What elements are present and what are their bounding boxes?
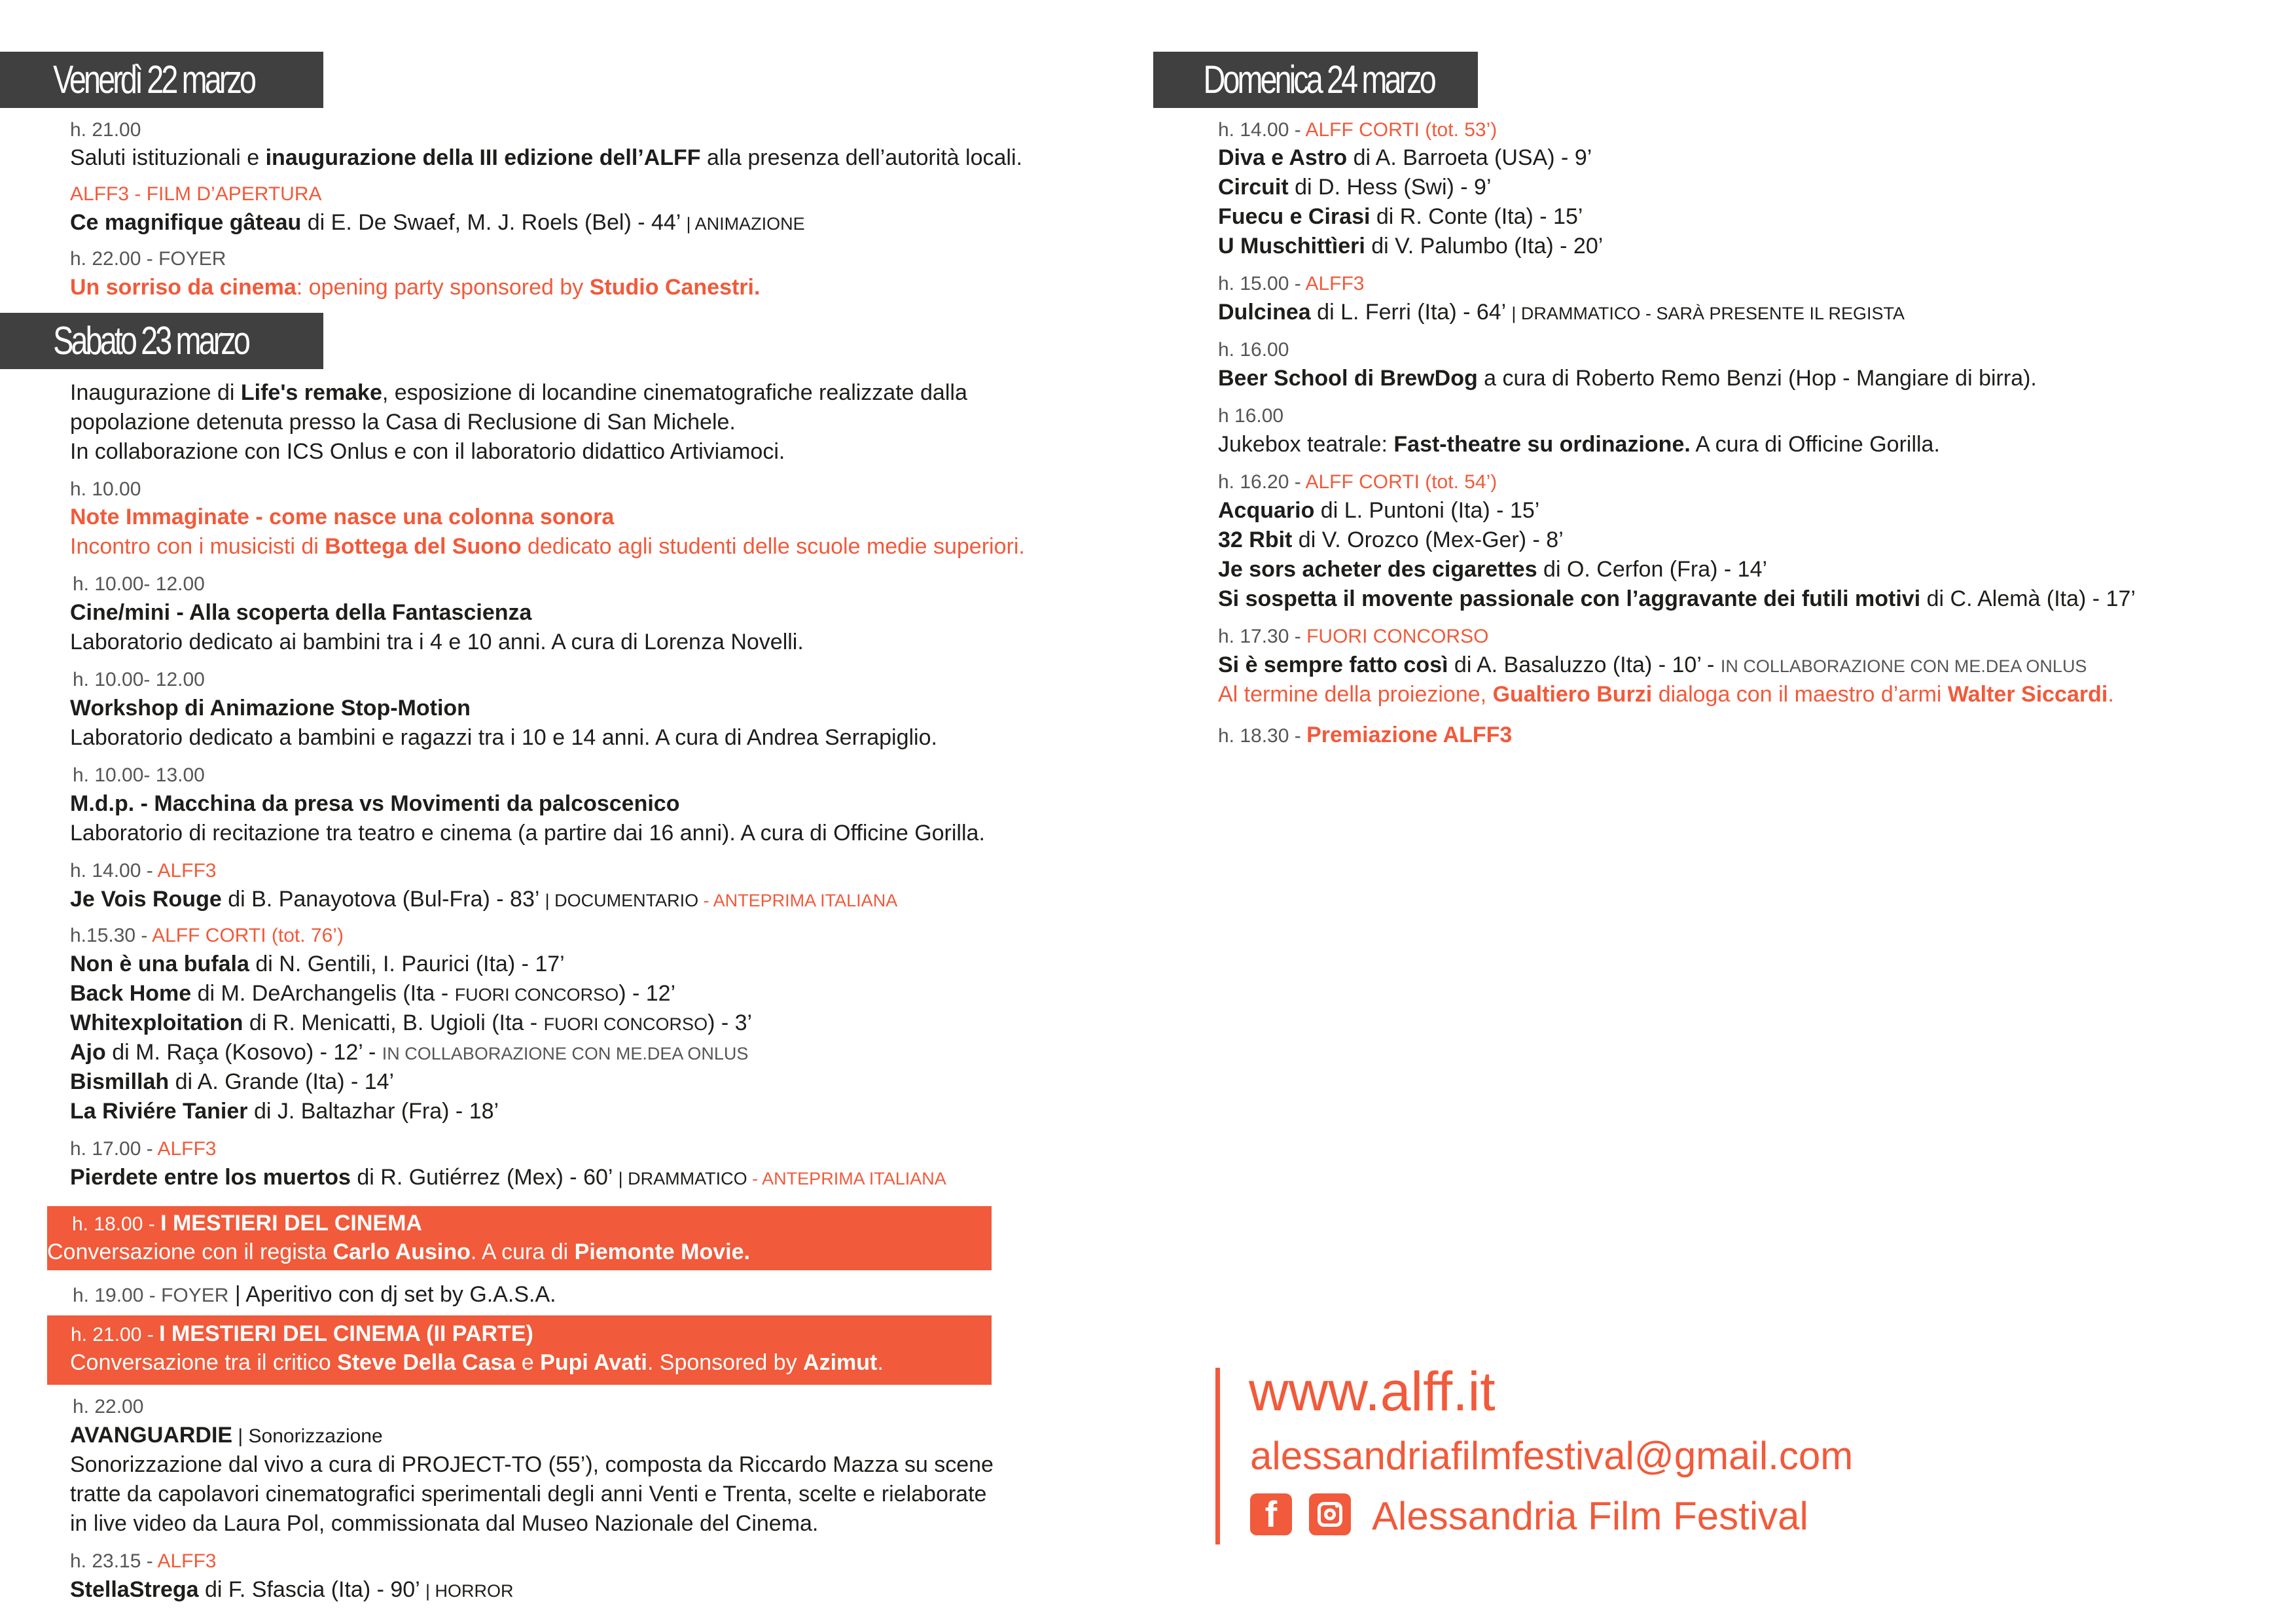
event-description: Laboratorio dedicato a bambini e ragazzi tra i 10 e 14 anni. A cura di Andrea Serrapiglio. bbox=[70, 725, 937, 750]
event-time: h. 23.15 - ALFF3 bbox=[70, 1550, 217, 1572]
day-header-friday-label: Venerdì 22 marzo bbox=[53, 58, 255, 101]
day-header-saturday-label: Sabato 23 marzo bbox=[53, 319, 249, 363]
event-description: Saluti istituzionali e inaugurazione della III edizione dell’ALFF alla presenza dell’autorità locali. bbox=[70, 145, 1022, 170]
event-description: tratte da capolavori cinematografici sperimentali degli anni Venti e Trenta, scelte e rielaborate bbox=[70, 1482, 987, 1507]
film-line: Ce magnifique gâteau di E. De Swaef, M. J. Roels (Bel) - 44’ | ANIMAZIONE bbox=[70, 210, 805, 235]
event-title: AVANGUARDIE | Sonorizzazione bbox=[70, 1423, 383, 1448]
website-link[interactable]: www.alff.it bbox=[1249, 1361, 1496, 1422]
event-description: Un sorriso da cinema: opening party sponsored by Studio Canestri. bbox=[70, 275, 761, 300]
highlight-band-mestieri-2 bbox=[47, 1315, 992, 1385]
event-time: h. 14.00 - ALFF3 bbox=[70, 860, 217, 882]
day-header-friday bbox=[0, 52, 323, 108]
event-description: Laboratorio di recitazione tra teatro e cinema (a partire dai 16 anni). A cura di Officine Gorilla. bbox=[70, 821, 985, 846]
film-line: U Muschittìeri di V. Palumbo (Ita) - 20’ bbox=[1218, 234, 1604, 259]
event-time: h. 10.00 bbox=[70, 478, 141, 500]
instagram-icon[interactable] bbox=[1309, 1493, 1351, 1535]
event-description: Sonorizzazione dal vivo a cura di PROJECT-TO (55’), composta da Riccardo Mazza su scene bbox=[70, 1452, 994, 1477]
event-time: h. 22.00 - FOYER bbox=[70, 248, 226, 270]
event-time: h. 10.00- 13.00 bbox=[73, 764, 205, 786]
film-line: Back Home di M. DeArchangelis (Ita - FUORI CONCORSO) - 12’ bbox=[70, 981, 676, 1006]
film-line: 32 Rbit di V. Orozco (Mex-Ger) - 8’ bbox=[1218, 527, 1564, 552]
event-time: h. 17.30 - FUORI CONCORSO bbox=[1218, 626, 1489, 647]
event-time: h. 18.00 - I MESTIERI DEL CINEMA bbox=[72, 1211, 422, 1236]
film-line: Je sors acheter des cigarettes di O. Cerfon (Fra) - 14’ bbox=[1218, 557, 1768, 582]
intro-line: popolazione detenuta presso la Casa di Reclusione di San Michele. bbox=[70, 410, 736, 435]
event-title: Workshop di Animazione Stop-Motion bbox=[70, 696, 471, 721]
event-description: Laboratorio dedicato ai bambini tra i 4 e 10 anni. A cura di Lorenza Novelli. bbox=[70, 630, 804, 654]
day-header-sunday-label: Domenica 24 marzo bbox=[1203, 58, 1434, 101]
film-line: Diva e Astro di A. Barroeta (USA) - 9’ bbox=[1218, 145, 1592, 170]
event-time: h. 14.00 - ALFF CORTI (tot. 53’) bbox=[1218, 119, 1498, 141]
intro-line: Inaugurazione di Life's remake, esposizione di locandine cinematografiche realizzate dalla bbox=[70, 380, 967, 405]
day-header-sunday bbox=[1153, 52, 1478, 108]
event-time: h. 16.00 bbox=[1218, 339, 1289, 361]
film-line: Ajo di M. Raça (Kosovo) - 12’ - IN COLLABORAZIONE CON ME.DEA ONLUS bbox=[70, 1040, 749, 1065]
film-line: Pierdete entre los muertos di R. Gutiérrez (Mex) - 60’ | DRAMMATICO - ANTEPRIMA ITALIANA bbox=[70, 1165, 946, 1190]
social-handle[interactable]: Alessandria Film Festival bbox=[1372, 1494, 1808, 1538]
event-description: Incontro con i musicisti di Bottega del Suono dedicato agli studenti delle scuole medie superiori. bbox=[70, 534, 1025, 559]
day-header-saturday bbox=[0, 313, 323, 369]
film-line: Dulcinea di L. Ferri (Ita) - 64’ | DRAMMATICO - SARÀ PRESENTE IL REGISTA bbox=[1218, 300, 1905, 325]
event-time: h. 17.00 - ALFF3 bbox=[70, 1138, 217, 1160]
event-label: ALFF3 - FILM D’APERTURA bbox=[70, 183, 322, 205]
film-line: Non è una bufala di N. Gentili, I. Paurici (Ita) - 17’ bbox=[70, 952, 565, 976]
event-time: h. 22.00 bbox=[73, 1396, 144, 1418]
event-title: Note Immaginate - come nasce una colonna sonora bbox=[70, 505, 615, 529]
event-title: Cine/mini - Alla scoperta della Fantascienza bbox=[70, 600, 532, 625]
film-line: Acquario di L. Puntoni (Ita) - 15’ bbox=[1218, 498, 1540, 523]
event-description: Beer School di BrewDog a cura di Roberto Remo Benzi (Hop - Mangiare di birra). bbox=[1218, 366, 2037, 391]
film-line: Si sospetta il movente passionale con l’aggravante dei futili motivi di C. Alemà (Ita) - 17’ bbox=[1218, 586, 2136, 611]
film-line: Si è sempre fatto così di A. Basaluzzo (Ita) - 10’ - IN COLLABORAZIONE CON ME.DEA ONLUS bbox=[1218, 652, 2087, 677]
film-line: StellaStrega di F. Sfascia (Ita) - 90’ | HORROR bbox=[70, 1577, 514, 1602]
event-description: Al termine della proiezione, Gualtiero Burzi dialoga con il maestro d’armi Walter Siccardi. bbox=[1218, 682, 2114, 707]
event-line-aperitivo: h. 19.00 - FOYER | Aperitivo con dj set by G.A.S.A. bbox=[73, 1282, 556, 1307]
event-title: M.d.p. - Macchina da presa vs Movimenti da palcoscenico bbox=[70, 791, 680, 816]
film-line: Whitexploitation di R. Menicatti, B. Ugioli (Ita - FUORI CONCORSO) - 3’ bbox=[70, 1010, 753, 1035]
event-time: h. 10.00- 12.00 bbox=[73, 669, 205, 690]
contacts-divider bbox=[1215, 1368, 1220, 1544]
film-line: Je Vois Rouge di B. Panayotova (Bul-Fra) - 83’ | DOCUMENTARIO - ANTEPRIMA ITALIANA bbox=[70, 887, 898, 912]
event-description: Conversazione tra il critico Steve Della Casa e Pupi Avati. Sponsored by Azimut. bbox=[70, 1350, 884, 1375]
event-time: h 16.00 bbox=[1218, 405, 1284, 427]
film-line: Fuecu e Cirasi di R. Conte (Ita) - 15’ bbox=[1218, 204, 1583, 229]
event-time: h.15.30 - ALFF CORTI (tot. 76’) bbox=[70, 925, 344, 946]
event-time: h. 21.00 bbox=[70, 119, 141, 141]
film-line: Bismillah di A. Grande (Ita) - 14’ bbox=[70, 1069, 395, 1094]
film-line: Circuit di D. Hess (Swi) - 9’ bbox=[1218, 175, 1492, 200]
intro-line: In collaborazione con ICS Onlus e con il laboratorio didattico Artiviamoci. bbox=[70, 439, 785, 464]
facebook-icon[interactable]: f bbox=[1250, 1493, 1292, 1535]
event-time: h. 15.00 - ALFF3 bbox=[1218, 273, 1365, 294]
email-link[interactable]: alessandriafilmfestival@gmail.com bbox=[1250, 1434, 1854, 1478]
film-line: La Riviére Tanier di J. Baltazhar (Fra) - 18’ bbox=[70, 1099, 499, 1124]
event-time: h. 16.20 - ALFF CORTI (tot. 54’) bbox=[1218, 471, 1498, 493]
event-description: Jukebox teatrale: Fast-theatre su ordinazione. A cura di Officine Gorilla. bbox=[1218, 432, 1940, 457]
highlight-band-mestieri bbox=[47, 1206, 992, 1270]
event-description: in live video da Laura Pol, commissionata dal Museo Nazionale del Cinema. bbox=[70, 1511, 819, 1536]
event-time: h. 10.00- 12.00 bbox=[73, 573, 205, 595]
event-description: Conversazione con il regista Carlo Ausino. A cura di Piemonte Movie. bbox=[47, 1240, 750, 1264]
event-line-premiazione: h. 18.30 - Premiazione ALFF3 bbox=[1218, 722, 1513, 747]
event-time: h. 21.00 - I MESTIERI DEL CINEMA (II PARTE) bbox=[71, 1321, 533, 1346]
